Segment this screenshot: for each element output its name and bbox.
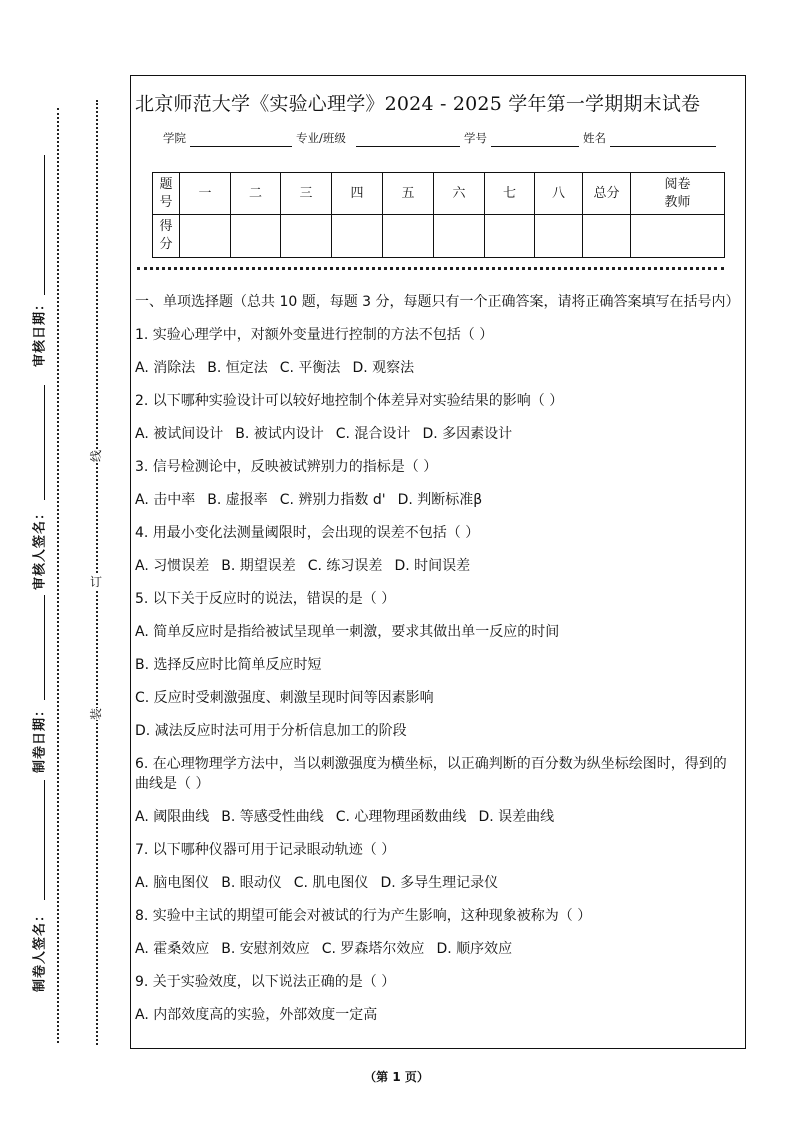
question-5: 5. 以下关于反应时的说法，错误的是（ ） bbox=[135, 591, 396, 607]
question-4: 4. 用最小变化法测量阈限时，会出现的误差不包括（ ） bbox=[135, 525, 480, 541]
score-row-label: 得 分 bbox=[153, 215, 180, 258]
option: A. 习惯误差 bbox=[135, 558, 210, 574]
option: A. 霍桑效应 bbox=[135, 941, 210, 957]
score-header-6: 六 bbox=[434, 173, 485, 215]
preparer-sign-line bbox=[44, 780, 45, 900]
binding-mark-line: 线 bbox=[89, 449, 103, 463]
score-cell bbox=[631, 215, 725, 258]
question-5-option-a: A. 简单反应时是指给被试呈现单一刺激，要求其做出单一反应的时间 bbox=[135, 624, 560, 640]
option: D. 判断标准β bbox=[397, 492, 483, 508]
question-9-option-a: A. 内部效度高的实验，外部效度一定高 bbox=[135, 1007, 378, 1023]
question-8: 8. 实验中主试的期望可能会对被试的行为产生影响，这种现象被称为（ ） bbox=[135, 908, 592, 924]
score-header-3: 三 bbox=[281, 173, 332, 215]
option: B. 期望误差 bbox=[221, 558, 296, 574]
field-id-blank bbox=[491, 146, 579, 147]
option: B. 虚报率 bbox=[207, 492, 268, 508]
question-list bbox=[135, 292, 740, 1038]
auditor-sign-label: 审核人签名： bbox=[32, 505, 48, 591]
prep-date-label: 制卷日期： bbox=[32, 702, 48, 774]
score-cell bbox=[485, 215, 535, 258]
score-cell bbox=[231, 215, 281, 258]
audit-date-label: 审核日期： bbox=[32, 296, 48, 368]
binding-mark-install: 装 bbox=[89, 707, 103, 721]
field-college-blank bbox=[190, 146, 292, 147]
question-2-options bbox=[135, 424, 740, 444]
binding-mark-bind: 订 bbox=[89, 575, 103, 589]
field-id-label: 学号 bbox=[464, 131, 487, 145]
field-name-label: 姓名 bbox=[583, 131, 606, 145]
question-4-options bbox=[135, 556, 740, 576]
option: C. 心理物理函数曲线 bbox=[335, 809, 467, 825]
option: A. 脑电图仪 bbox=[135, 875, 210, 891]
option: C. 辨别力指数 d' bbox=[279, 492, 386, 508]
section-separator bbox=[137, 267, 724, 270]
score-cell bbox=[434, 215, 485, 258]
section-heading: 一、单项选择题（总共 10 题，每题 3 分，每题只有一个正确答案，请将正确答案填写在括号内） bbox=[135, 294, 740, 310]
question-2: 2. 以下哪种实验设计可以较好地控制个体差异对实验结果的影响（ ） bbox=[135, 393, 564, 409]
option: A. 击中率 bbox=[135, 492, 196, 508]
option: D. 时间误差 bbox=[394, 558, 471, 574]
auditor-sign-line bbox=[44, 385, 45, 500]
question-7: 7. 以下哪种仪器可用于记录眼动轨迹（ ） bbox=[135, 842, 396, 858]
score-header-1: 一 bbox=[180, 173, 231, 215]
score-header-label: 题 号 bbox=[153, 173, 180, 215]
exam-title: 北京师范大学《实验心理学》2024 - 2025 学年第一学期期末试卷 bbox=[135, 93, 701, 115]
option: C. 练习误差 bbox=[307, 558, 383, 574]
score-header-7: 七 bbox=[485, 173, 535, 215]
question-5-option-b: B. 选择反应时比简单反应时短 bbox=[135, 657, 322, 673]
question-1: 1. 实验心理学中，对额外变量进行控制的方法不包括（ ） bbox=[135, 327, 494, 343]
score-cell bbox=[383, 215, 434, 258]
score-header-2: 二 bbox=[231, 173, 281, 215]
dotted-line-left bbox=[57, 108, 59, 1043]
question-1-options bbox=[135, 358, 740, 378]
score-header-5: 五 bbox=[383, 173, 434, 215]
question-3: 3. 信号检测论中，反映被试辨别力的指标是（ ） bbox=[135, 459, 438, 475]
question-8-options bbox=[135, 939, 740, 959]
option: A. 被试间设计 bbox=[135, 426, 224, 442]
score-cell bbox=[180, 215, 231, 258]
option: D. 顺序效应 bbox=[436, 941, 513, 957]
question-6-options bbox=[135, 807, 740, 827]
option: D. 多因素设计 bbox=[422, 426, 513, 442]
option: B. 恒定法 bbox=[207, 360, 268, 376]
option: B. 眼动仪 bbox=[221, 875, 282, 891]
option: C. 肌电图仪 bbox=[293, 875, 369, 891]
score-cell bbox=[332, 215, 383, 258]
question-9: 9. 关于实验效度，以下说法正确的是（ ） bbox=[135, 974, 396, 990]
score-header-grader: 阅卷 教师 bbox=[631, 173, 725, 215]
score-cell bbox=[535, 215, 583, 258]
score-cell bbox=[281, 215, 332, 258]
field-major-label: 专业/班级 bbox=[296, 131, 346, 145]
score-cell bbox=[583, 215, 631, 258]
option: B. 被试内设计 bbox=[235, 426, 324, 442]
student-info-line bbox=[163, 130, 723, 150]
question-6: 6. 在心理物理学方法中，当以刺激强度为横坐标，以正确判断的百分数为纵坐标绘图时，得到的曲线是（ ） bbox=[135, 756, 727, 792]
question-5-option-d: D. 减法反应时法可用于分析信息加工的阶段 bbox=[135, 723, 407, 739]
prep-date-line bbox=[44, 595, 45, 700]
field-major-blank bbox=[356, 146, 460, 147]
option: D. 观察法 bbox=[352, 360, 415, 376]
option: D. 误差曲线 bbox=[478, 809, 555, 825]
preparer-sign-label: 制卷人签名： bbox=[32, 907, 48, 993]
option: A. 阈限曲线 bbox=[135, 809, 210, 825]
score-header-4: 四 bbox=[332, 173, 383, 215]
option: D. 多导生理记录仪 bbox=[380, 875, 499, 891]
question-5-option-c: C. 反应时受刺激强度、刺激呈现时间等因素影响 bbox=[135, 690, 434, 706]
field-name-blank bbox=[610, 146, 716, 147]
question-3-options bbox=[135, 490, 740, 510]
dotted-line-right bbox=[96, 100, 98, 1045]
option: C. 罗森塔尔效应 bbox=[321, 941, 425, 957]
audit-date-line bbox=[44, 155, 45, 295]
option: C. 平衡法 bbox=[279, 360, 341, 376]
field-college-label: 学院 bbox=[163, 131, 186, 145]
option: B. 等感受性曲线 bbox=[221, 809, 324, 825]
option: B. 安慰剂效应 bbox=[221, 941, 310, 957]
option: A. 消除法 bbox=[135, 360, 196, 376]
score-header-8: 八 bbox=[535, 173, 583, 215]
question-7-options bbox=[135, 873, 740, 893]
score-table bbox=[152, 172, 725, 258]
option: C. 混合设计 bbox=[335, 426, 411, 442]
score-header-total: 总分 bbox=[583, 173, 631, 215]
page-number: （第 1 页） bbox=[364, 1070, 429, 1084]
